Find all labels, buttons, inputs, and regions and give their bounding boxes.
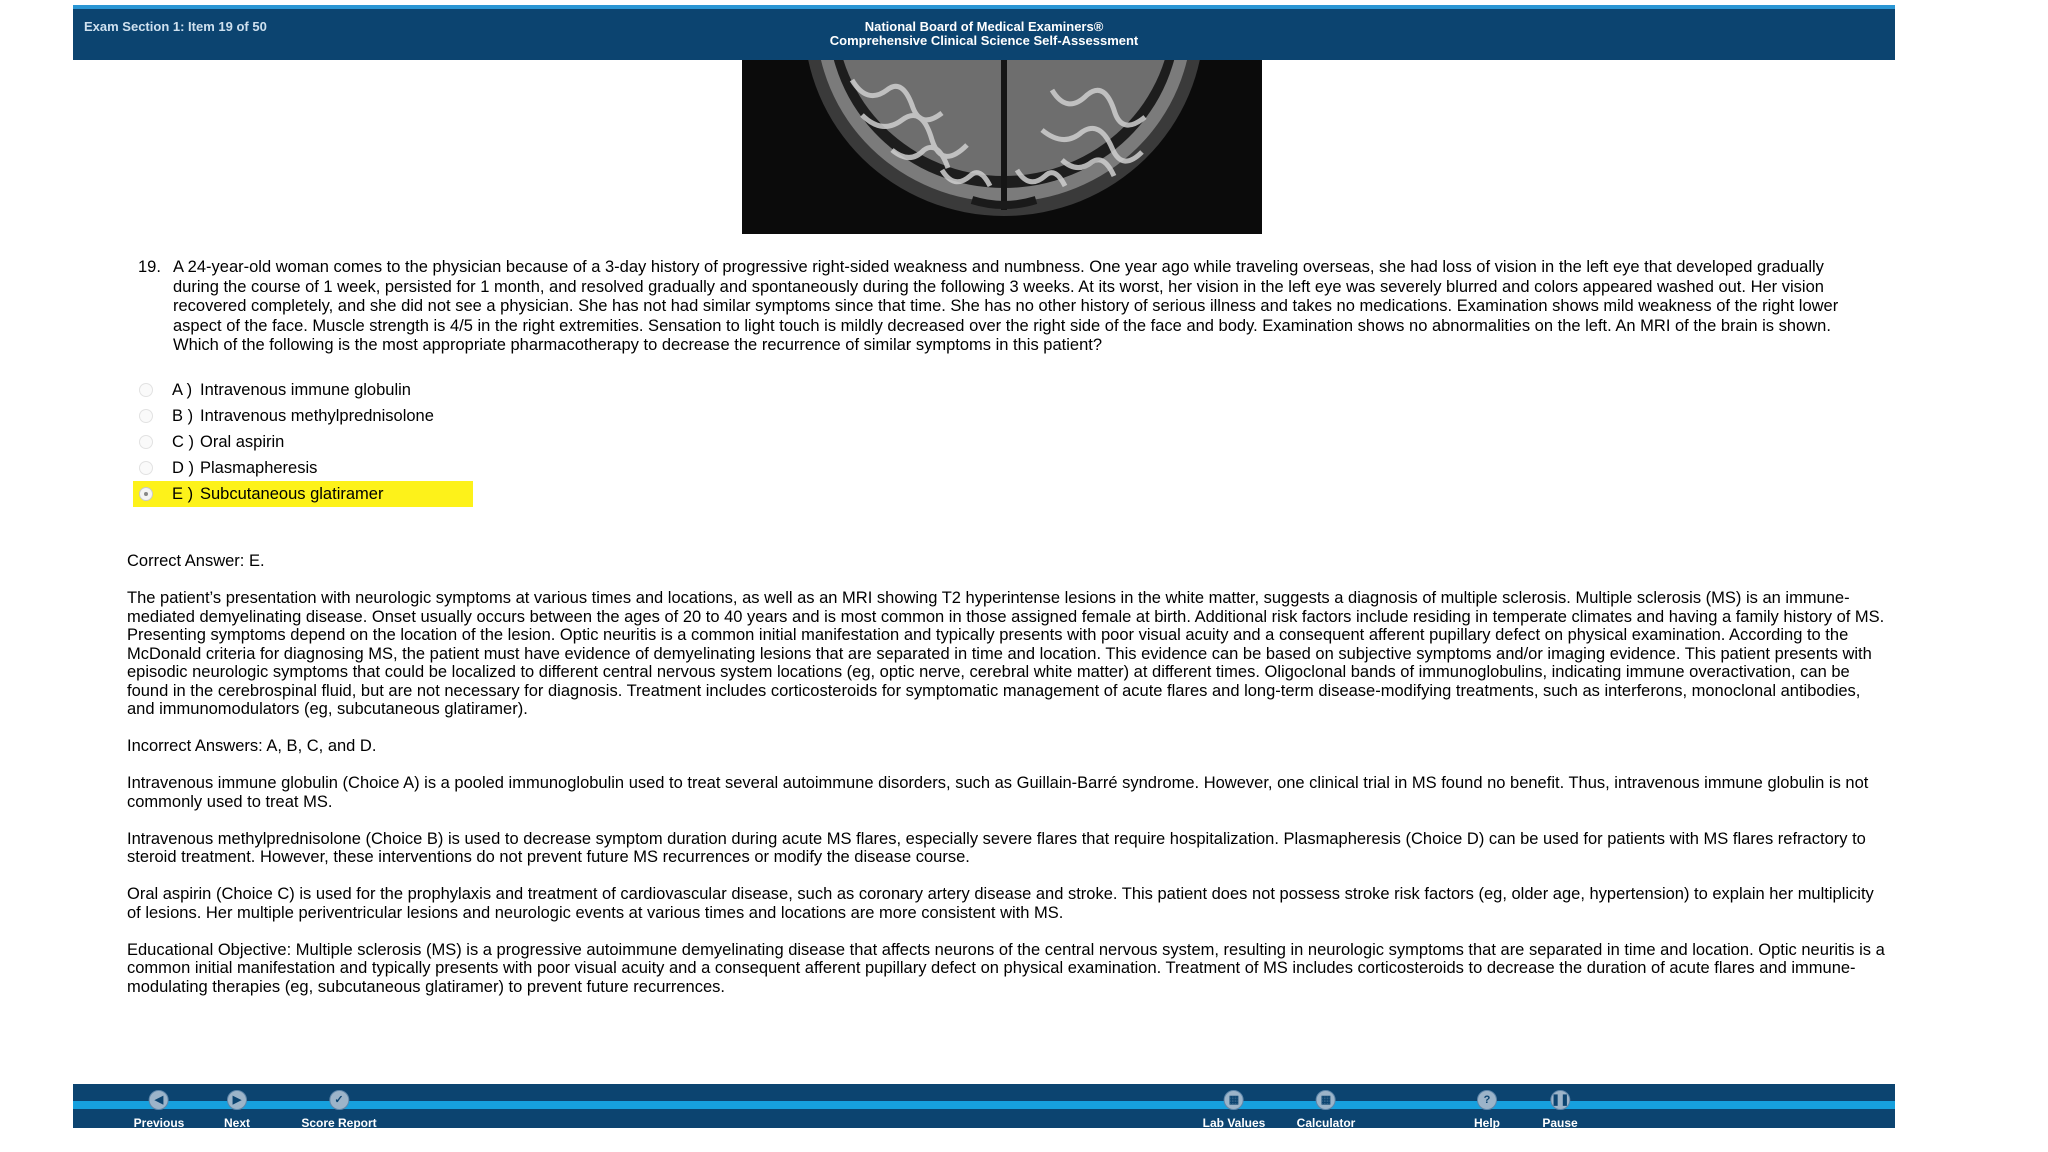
mri-graphic (742, 60, 1262, 234)
previous-button[interactable] (134, 1090, 185, 1130)
correct-answer: Correct Answer: E. (127, 552, 265, 570)
question-stem: A 24-year-old woman comes to the physician because of a 3-day history of progressive right-sided weakness and numbness. One year ago while traveling overseas, she had loss of vision in the left eye that developed gradually during the course of 1 week, persisted for 1 month, and resolved gradually and spontaneously during the following 3 weeks. At its worst, her vision in the left eye was severely blurred and colors appeared washed out. Her vision recovered completely, and she did not see a physician. She has not had similar symptoms since that time. She has no other history of serious illness and takes no medications. Examination shows mild weakness of the right lower aspect of the face. Muscle strength is 4/5 in the right extremities. Sensation to light touch is mildly decreased over the right side of the face and body. Examination shows no abnormalities on the left. An MRI of the brain is shown. Which of the following is the most appropriate pharmacotherapy to decrease the recurrence of similar symptoms in this patient? (173, 258, 1839, 354)
calculator-icon: ▦ (1316, 1090, 1336, 1110)
item-counter: Exam Section 1: Item 19 of 50 (84, 19, 267, 34)
next-label: Next (223, 1116, 251, 1130)
lab-values-button[interactable] (1203, 1090, 1266, 1130)
help-label: Help (1473, 1116, 1501, 1130)
answer-options (133, 377, 473, 507)
option-text: Oral aspirin (200, 433, 285, 451)
option-letter: D ) (172, 459, 194, 477)
radio-button-selected[interactable] (139, 487, 153, 501)
pause-icon: ❚❚ (1550, 1090, 1570, 1110)
choice-b-d-explanation: Intravenous methylprednisolone (Choice B) is used to decrease symptom duration during acute MS flares, especially severe flares that require hospitalization. Plasmapheresis (Choice D) can be used for patients with MS flares refractory to steroid treatment. However, these interventions do not prevent future MS recurrences or modify the disease course. (127, 829, 1866, 866)
option-text: Intravenous methylprednisolone (200, 407, 434, 425)
radio-button[interactable] (139, 435, 153, 449)
pause-button[interactable] (1542, 1090, 1577, 1130)
option-letter: B ) (172, 407, 194, 425)
option-b[interactable] (133, 403, 473, 429)
option-letter: C ) (172, 433, 194, 451)
checkmark-icon: ✓ (329, 1090, 349, 1110)
explanation-paragraph: The patient’s presentation with neurologic symptoms at various times and locations, as well as an MRI showing T2 hyperintense lesions in the white matter, suggests a diagnosis of multiple sclerosis. Multiple sclerosis (MS) is an immune-mediated demyelinating disease. Onset usually occurs between the ages of 20 to 40 years and is most common in those assigned female at birth. Additional risk factors include residing in temperate climates and having a family history of MS. Presenting symptoms depend on the location of the lesion. Optic neuritis is a common initial manifestation and typically presents with poor visual acuity and a consequent afferent pupillary defect on physical examination. According to the McDonald criteria for diagnosing MS, the patient must have evidence of demyelinating lesions that are separated in time and location. This evidence can be based on subjective symptoms and/or imaging evidence. This patient presents with episodic neurologic symptoms that could be localized to different central nervous system locations (eg, optic nerve, cerebral white matter) at different times. Oligoclonal bands of immunoglobulins, indicating immune overactivation, can be found in the cerebrospinal fluid, but are not necessary for diagnosis. Treatment includes corticosteroids for symptomatic management of acute flares and long-term disease-modifying treatments, such as interferons, monoclonal antibodies, and immunomodulators (eg, subcutaneous glatiramer). (127, 589, 1885, 718)
answer-explanation (127, 552, 1887, 1015)
choice-a-explanation: Intravenous immune globulin (Choice A) is a pooled immunoglobulin used to treat several autoimmune disorders, such as Guillain-Barré syndrome. However, one clinical trial in MS found no benefit. Thus, intravenous immune globulin is not commonly used to treat MS. (127, 774, 1869, 811)
radio-button[interactable] (139, 383, 153, 397)
educational-objective: Educational Objective: Multiple sclerosis (MS) is a progressive autoimmune demyelinating disease that affects neurons of the central nervous system, resulting in neurologic symptoms that are separated in time and location. Optic neuritis is a common initial manifestation and typically presents with poor visual acuity and a consequent afferent pupillary defect on physical examination. Treatment of MS includes corticosteroids to decrease the duration of acute flares and immune-modulating therapies (eg, subcutaneous glatiramer) to prevent future recurrences. (127, 940, 1885, 996)
next-button[interactable] (224, 1090, 250, 1130)
choice-c-explanation: Oral aspirin (Choice C) is used for the prophylaxis and treatment of cardiovascular disease, such as coronary artery disease and stroke. This patient does not possess stroke risk factors (eg, older age, hypertension) to explain her multiplicity of lesions. Her multiple periventricular lesions and neurologic events at various times and locations are more consistent with MS. (127, 885, 1874, 922)
option-letter: A ) (172, 381, 193, 399)
lab-values-icon: ▦ (1224, 1090, 1244, 1110)
score-report-button[interactable] (301, 1090, 376, 1130)
brain-mri-image (742, 60, 1262, 234)
help-icon: ? (1477, 1090, 1497, 1110)
calculator-label: Calculator (1296, 1116, 1356, 1130)
option-c[interactable] (133, 429, 473, 455)
footer-toolbar (73, 1084, 1895, 1128)
question-number: 19. (138, 258, 161, 276)
incorrect-answers: Incorrect Answers: A, B, C, and D. (127, 737, 377, 755)
pause-label: Pause (1542, 1116, 1578, 1130)
help-button[interactable] (1474, 1090, 1500, 1130)
radio-button[interactable] (139, 461, 153, 475)
previous-arrow-icon: ◀ (149, 1090, 169, 1110)
next-arrow-icon: ▶ (227, 1090, 247, 1110)
option-letter: E ) (172, 485, 194, 503)
exam-title-block (73, 20, 1895, 48)
previous-label: Previous (133, 1116, 185, 1130)
question-block (138, 258, 1858, 356)
option-text: Intravenous immune globulin (200, 381, 411, 399)
exam-header (73, 5, 1895, 60)
option-a[interactable] (133, 377, 473, 403)
option-text: Plasmapheresis (200, 459, 318, 477)
calculator-button[interactable] (1297, 1090, 1356, 1130)
lab-values-label: Lab Values (1202, 1116, 1266, 1130)
radio-button[interactable] (139, 409, 153, 423)
option-e[interactable] (133, 481, 473, 507)
org-name: National Board of Medical Examiners® (864, 19, 1104, 34)
option-d[interactable] (133, 455, 473, 481)
option-text: Subcutaneous glatiramer (200, 485, 384, 503)
score-report-label: Score Report (301, 1116, 377, 1130)
exam-name: Comprehensive Clinical Science Self-Assessment (829, 33, 1139, 48)
